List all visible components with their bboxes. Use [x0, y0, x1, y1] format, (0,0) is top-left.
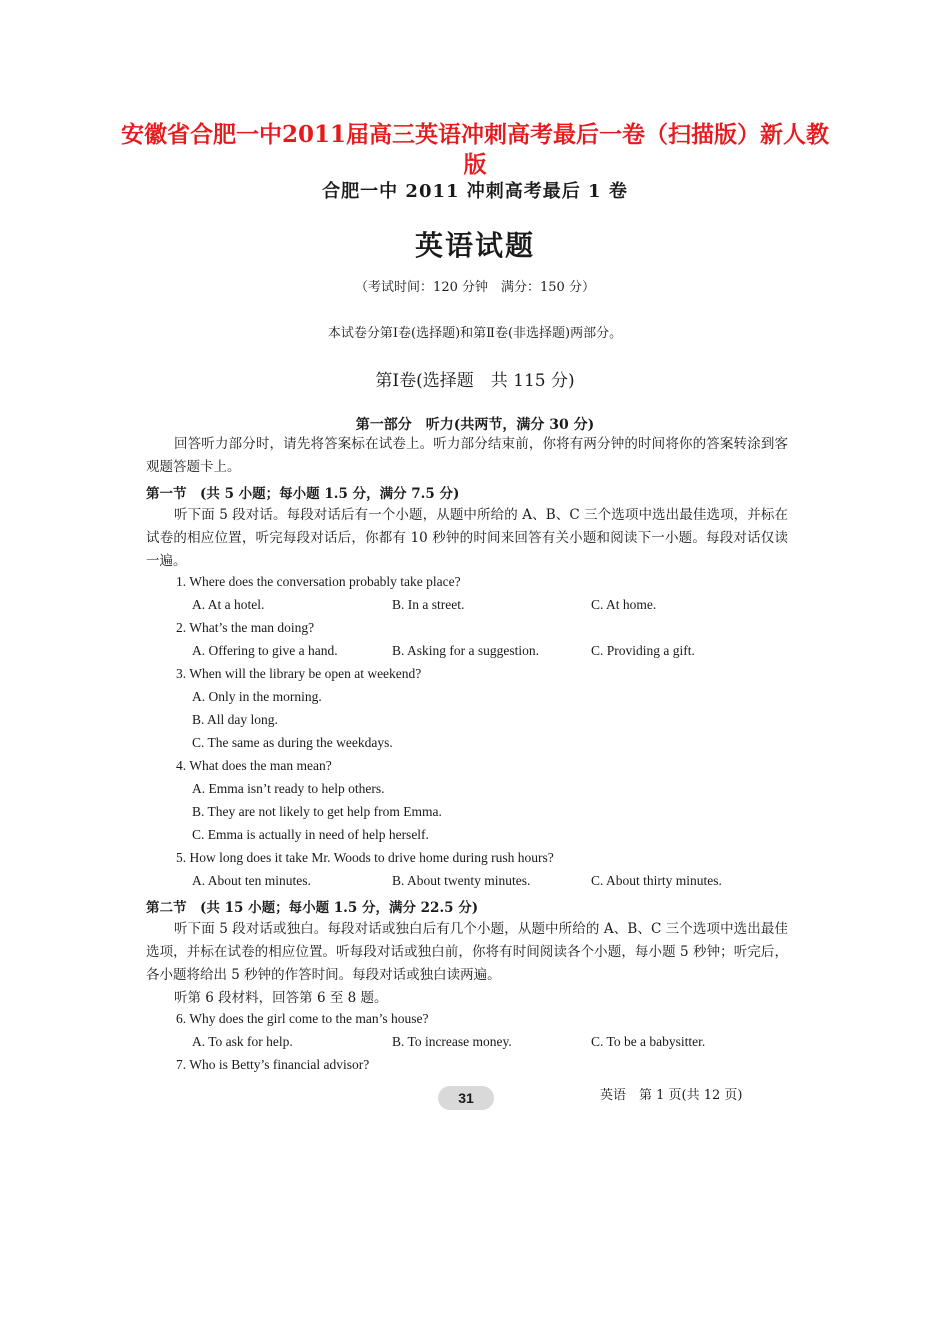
page-number-badge: 31 [438, 1086, 494, 1110]
option-c: C. Emma is actually in need of help herself. [192, 827, 429, 842]
option-a: A. Offering to give a hand. [192, 643, 338, 658]
section2-heading: 第二节 (共 15 小题；每小题 1.5 分，满分 22.5 分) [146, 900, 479, 916]
part-intro: 回答听力部分时，请先将答案标在试卷上。听力部分结束前，你将有两分钟的时间将你的答案转涂到客观题答题卡上。 [146, 436, 788, 475]
option-a: A. To ask for help. [192, 1034, 293, 1049]
option-a: A. Only in the morning. [192, 689, 322, 704]
option-c: C. To be a babysitter. [591, 1034, 706, 1049]
option-b: B. They are not likely to get help from Emma. [192, 804, 442, 819]
question-stem: 3. When will the library be open at weekend? [176, 666, 422, 681]
question-stem: 7. Who is Betty’s financial advisor? [176, 1057, 370, 1072]
subject-title: 英语试题 [414, 229, 535, 262]
page-info: 英语 第 1 页(共 12 页) [600, 1088, 743, 1103]
section1-instructions: 听下面 5 段对话。每段对话后有一个小题，从题中所给的 A、B、C 三个选项中选出最佳选项，并标在试卷的相应位置，听完每段对话后，你都有 10 秒钟的时间来回答有关小题和阅读下一小题。每段对话仅读一遍。 [146, 507, 788, 569]
option-c: C. The same as during the weekdays. [192, 735, 393, 750]
option-a: A. About ten minutes. [192, 873, 311, 888]
section1-heading: 第一节 (共 5 小题；每小题 1.5 分，满分 7.5 分) [146, 486, 460, 502]
volume-title: 第Ⅰ卷(选择题 共 115 分) [375, 371, 575, 391]
section2-instructions: 听下面 5 段对话或独白。每段对话或独白后有几个小题，从题中所给的 A、B、C 三个选项中选出最佳选项，并标在试卷的相应位置。听每段对话或独白前，你将有时间阅读各个小题，每小题 5 秒钟；听完后，各小题将给出 5 秒钟的作答时间。每段对话或独白读两遍。 [146, 921, 788, 983]
question-stem: 4. What does the man mean? [176, 758, 332, 773]
question-stem: 5. How long does it take Mr. Woods to drive home during rush hours? [176, 850, 554, 865]
option-a: A. Emma isn’t ready to help others. [192, 781, 385, 796]
question-stem: 1. Where does the conversation probably take place? [176, 574, 461, 589]
material-note: 听第 6 段材料，回答第 6 至 8 题。 [174, 990, 388, 1006]
exam-header: 合肥一中 2011 冲刺高考最后 1 卷 [322, 181, 628, 202]
exam-info: （考试时间：120 分钟 满分：150 分） [355, 280, 595, 295]
option-b: B. About twenty minutes. [392, 873, 531, 888]
option-c: C. Providing a gift. [591, 643, 695, 658]
option-a: A. At a hotel. [192, 597, 265, 612]
option-b: B. Asking for a suggestion. [392, 643, 539, 658]
question-stem: 2. What’s the man doing? [176, 620, 315, 635]
option-b: B. In a street. [392, 597, 465, 612]
option-c: C. About thirty minutes. [591, 873, 722, 888]
option-b: B. To increase money. [392, 1034, 512, 1049]
document-title: 安徽省合肥一中2011届高三英语冲刺高考最后一卷（扫描版）新人教版 [120, 121, 829, 178]
question-stem: 6. Why does the girl come to the man’s house? [176, 1011, 429, 1026]
part-title: 第一部分 听力(共两节，满分 30 分) [355, 417, 595, 433]
option-c: C. At home. [591, 597, 657, 612]
option-b: B. All day long. [192, 712, 278, 727]
exam-structure: 本试卷分第Ⅰ卷(选择题)和第Ⅱ卷(非选择题)两部分。 [327, 326, 623, 341]
